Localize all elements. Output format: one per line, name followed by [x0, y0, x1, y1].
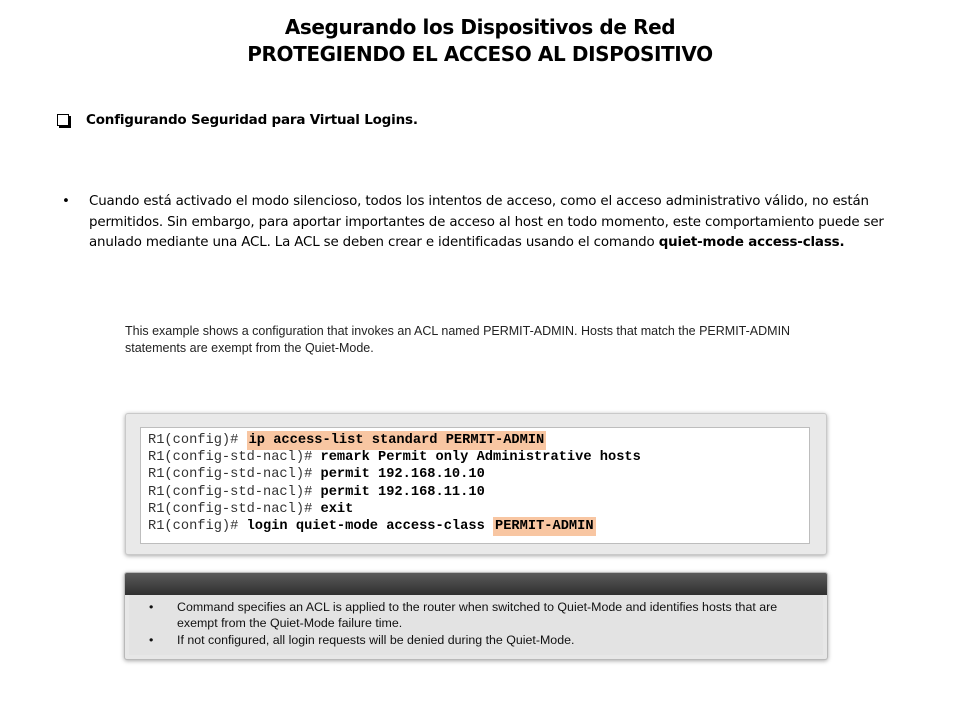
code-command: permit 192.168.10.10	[320, 467, 485, 483]
code-panel	[125, 413, 827, 555]
slide-title	[0, 14, 960, 68]
section-heading	[57, 112, 418, 128]
code-line	[148, 449, 641, 466]
code-command: login quiet-mode access-class	[246, 519, 493, 535]
slide-title-line2: PROTEGIENDO EL ACCESO AL DISPOSITIVO	[247, 42, 713, 66]
code-lines	[148, 432, 641, 535]
code-block	[140, 427, 810, 544]
list-item	[149, 632, 809, 648]
note-text: If not configured, all login requests will be denied during the Quiet-Mode.	[177, 633, 575, 647]
code-prompt: R1(config-std-nacl)#	[148, 450, 321, 466]
code-line	[148, 518, 641, 535]
code-prompt: R1(config-std-nacl)#	[148, 484, 321, 500]
code-prompt: R1(config-std-nacl)#	[148, 501, 321, 517]
code-prompt: R1(config)#	[148, 519, 247, 535]
notes-panel	[124, 572, 828, 660]
code-command: exit	[320, 501, 354, 517]
notes-header-bar	[125, 573, 827, 595]
code-prompt: R1(config-std-nacl)#	[148, 467, 321, 483]
description-command: quiet-mode access-class.	[658, 235, 845, 250]
section-heading-text: Configurando Seguridad para Virtual Logins.	[86, 112, 418, 128]
code-highlight: PERMIT-ADMIN	[495, 519, 594, 535]
bullet-icon: •	[149, 633, 154, 647]
notes-body	[129, 595, 823, 655]
code-command: remark Permit only Administrative hosts	[320, 450, 641, 466]
code-command: ip access-list standard PERMIT-ADMIN	[248, 433, 545, 448]
list-item	[149, 599, 809, 631]
description-body: Cuando está activado el modo silencioso, todos los intentos de acceso, como el acceso administrativo válido, no están permitidos. Sin embargo, para aportar importantes de acceso al host en todo momento, este comportamiento puede ser anulado mediante una ACL. La ACL se deben crear e identificadas usando el comando	[89, 194, 884, 250]
code-command: permit 192.168.11.10	[320, 484, 485, 500]
checkbox-icon	[57, 114, 69, 126]
code-line	[148, 484, 641, 501]
slide-title-line1: Asegurando los Dispositivos de Red	[284, 15, 676, 39]
example-caption: This example shows a configuration that invokes an ACL named PERMIT-ADMIN. Hosts that match the PERMIT-ADMIN statements are exempt from the Quiet-Mode.	[125, 324, 791, 355]
notes-list	[149, 599, 809, 649]
code-line	[148, 501, 641, 518]
code-line	[148, 466, 641, 483]
bullet-icon: •	[62, 194, 70, 209]
code-prompt: R1(config)#	[148, 433, 247, 448]
note-text: Command specifies an ACL is applied to the router when switched to Quiet-Mode and identifies hosts that are exempt from the Quiet-Mode failure time.	[177, 600, 778, 630]
code-line	[148, 432, 641, 449]
description-text	[89, 192, 902, 254]
description-paragraph	[62, 192, 902, 254]
bullet-icon: •	[149, 600, 154, 614]
